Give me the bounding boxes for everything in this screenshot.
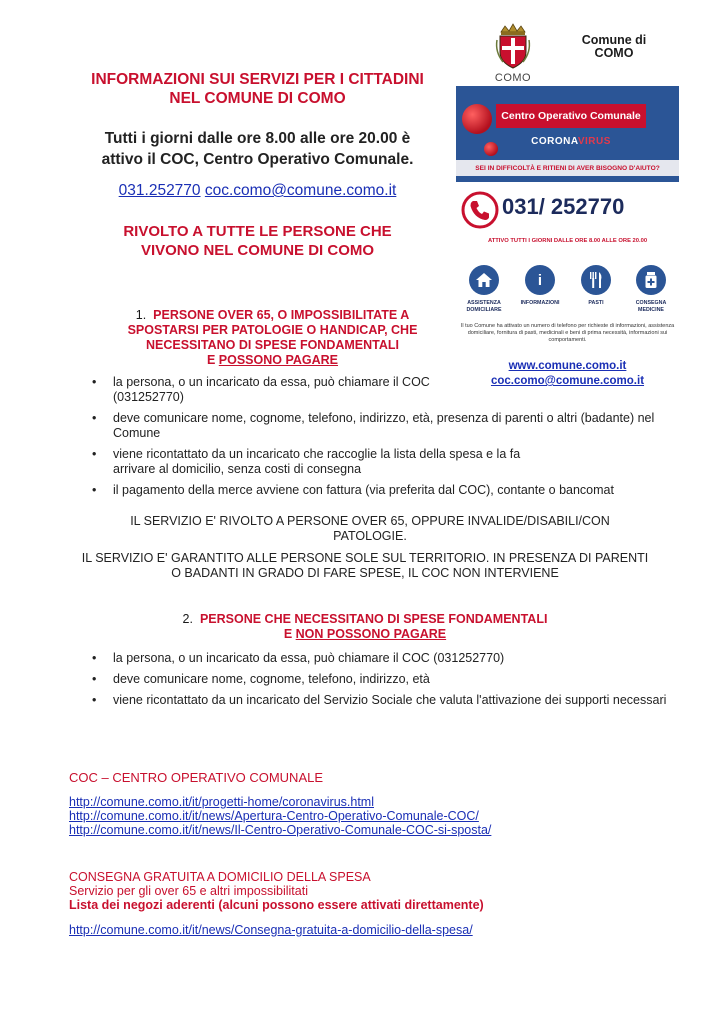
poster-website-link[interactable]: www.comune.como.it xyxy=(508,360,627,372)
subtitle-line-1: Tutti i giorni dalle ore 8.00 alle ore 20.00 è xyxy=(104,130,411,147)
service-medicine xyxy=(623,265,679,314)
list-item: • deve comunicare nome, cognome, telefono, indirizzo, età, presenza di parenti o altri (badante) nel Comune xyxy=(88,411,668,441)
section2-heading-underlined: NON POSSONO PAGARE xyxy=(295,627,447,641)
audience-heading xyxy=(60,223,455,260)
coc-links-heading: COC – CENTRO OPERATIVO COMUNALE xyxy=(69,770,324,785)
coc-link-coronavirus[interactable]: http://comune.como.it/it/progetti-home/coronavirus.html xyxy=(69,795,374,809)
delivery-links xyxy=(69,923,473,937)
title-line-2: NEL COMUNE DI COMO xyxy=(169,90,346,107)
list-item: • viene ricontattato da un incaricato che raccoglie la lista della spesa e la fa arrivare al domicilio, senza costi di consegna xyxy=(88,447,558,477)
delivery-shops-line: Lista dei negozi aderenti (alcuni possono essere attivati direttamente) xyxy=(69,898,484,912)
phone-link[interactable]: 031.252770 xyxy=(118,182,201,199)
section2-number: 2. xyxy=(182,612,193,626)
section1-heading xyxy=(110,308,435,368)
coc-link-apertura[interactable]: http://comune.como.it/it/news/Apertura-Centro-Operativo-Comunale-COC/ xyxy=(69,809,479,823)
poster-hours: ATTIVO TUTTI I GIORNI DALLE ORE 8.00 ALLE ORE 20.00 xyxy=(487,238,648,244)
section1-heading-line-3: NECESSITANO DI SPESE FONDAMENTALI xyxy=(145,338,400,352)
section1-note-1: IL SERVIZIO E' RIVOLTO A PERSONE OVER 65, OPPURE INVALIDE/DISABILI/CON PATOLOGIE. xyxy=(130,514,610,543)
coc-label: Centro Operativo Comunale xyxy=(496,104,646,128)
cutlery-icon xyxy=(581,265,611,295)
comune-logo-text xyxy=(544,34,684,60)
section2-heading-line-2 xyxy=(160,627,570,642)
house-icon xyxy=(469,265,499,295)
section1-heading-underlined: POSSONO PAGARE xyxy=(218,353,339,367)
corona-prefix: CORONA xyxy=(531,136,578,147)
service-label: ASSISTENZA xyxy=(467,300,501,306)
service-label: CONSEGNA xyxy=(635,300,667,306)
poster-note: Il tuo Comune ha attivato un numero di telefono per richieste di informazioni, assistenza domiciliare, fornitura di pasti, medicinali e beni di prima necessità, informazioni sui comportamenti. xyxy=(460,323,675,343)
section2-heading xyxy=(160,612,570,642)
phone-icon xyxy=(460,190,500,230)
section2-heading-prefix: E xyxy=(283,627,296,641)
corona-suffix: VIRUS xyxy=(577,136,611,147)
section1-heading-line-4 xyxy=(110,353,435,368)
service-pasti xyxy=(568,265,624,307)
service-label: PASTI xyxy=(588,300,604,306)
hours-subtitle xyxy=(60,128,455,170)
section1-heading-line-1 xyxy=(110,308,435,323)
poster-phone-number: 031/ 252770 xyxy=(502,194,625,219)
poster-services xyxy=(456,265,679,323)
audience-line-2: VIVONO NEL COMUNE DI COMO xyxy=(140,241,375,259)
corona-label xyxy=(496,136,646,147)
list-item: • il pagamento della merce avviene con fattura (via preferita dal COC), contante o bancomat xyxy=(88,483,678,498)
title-line-1: INFORMAZIONI SUI SERVIZI PER I CITTADINI xyxy=(91,71,424,88)
poster-web xyxy=(456,359,679,389)
coc-link-sposta[interactable]: http://comune.como.it/it/news/Il-Centro-Operativo-Comunale-COC-si-sposta/ xyxy=(69,823,492,837)
section1-heading-line-2: SPOSTARSI PER PATOLOGIE O HANDICAP, CHE xyxy=(127,323,418,337)
service-label-2: DOMICILIARE xyxy=(466,307,502,313)
subtitle-line-2: attivo il COC, Centro Operativo Comunale. xyxy=(101,151,414,168)
service-informazioni xyxy=(512,265,568,307)
section2-heading-line-1 xyxy=(160,612,570,627)
info-icon: i xyxy=(525,265,555,295)
contacts-line xyxy=(60,182,455,200)
list-item: • la persona, o un incaricato da essa, può chiamare il COC (031252770) xyxy=(88,375,448,405)
audience-line-1: RIVOLTO A TUTTE LE PERSONE CHE xyxy=(123,223,392,240)
list-item: • deve comunicare nome, cognome, telefono, indirizzo, età xyxy=(88,672,668,687)
delivery-link[interactable]: http://comune.como.it/it/news/Consegna-gratuita-a-domicilio-della-spesa/ xyxy=(69,923,473,937)
coc-banner xyxy=(456,86,679,182)
coc-links xyxy=(69,795,491,837)
service-label: INFORMAZIONI xyxy=(520,300,560,306)
section1-number: 1. xyxy=(135,308,147,322)
logo-line-1: Comune di xyxy=(581,33,647,47)
email-link[interactable]: coc.como@comune.como.it xyxy=(204,182,397,199)
poster-email-link[interactable]: coc.como@comune.como.it xyxy=(490,375,645,387)
logo-line-2: COMO xyxy=(594,46,634,60)
delivery-subheading: Servizio per gli over 65 e altri impossibilitati xyxy=(69,884,308,898)
como-crest-icon xyxy=(493,22,533,74)
virus-icon xyxy=(462,104,492,134)
list-item: • la persona, o un incaricato da essa, può chiamare il COC (031252770) xyxy=(88,651,668,666)
service-assistenza xyxy=(456,265,512,314)
section1-heading-prefix: E xyxy=(206,353,219,367)
section2-heading-text-1: PERSONE CHE NECESSITANO DI SPESE FONDAMENTALI xyxy=(199,612,548,626)
delivery-block xyxy=(69,870,484,912)
medicine-icon xyxy=(636,265,666,295)
section1-heading-text-1: PERSONE OVER 65, O IMPOSSIBILITATE A xyxy=(153,308,410,322)
page-title xyxy=(60,70,455,108)
service-label-2: MEDICINE xyxy=(638,307,664,313)
list-item: • viene ricontattato da un incaricato del Servizio Sociale che valuta l'attivazione dei supporti necessari xyxy=(88,693,668,708)
crest-caption: COMO xyxy=(494,72,532,84)
delivery-heading: CONSEGNA GRATUITA A DOMICILIO DELLA SPESA xyxy=(69,870,371,884)
difficulty-strip: SEI IN DIFFICOLTÀ E RITIENI DI AVER BISOGNO D'AIUTO? xyxy=(456,160,679,176)
section1-note-2: IL SERVIZIO E' GARANTITO ALLE PERSONE SOLE SUL TERRITORIO. IN PRESENZA DI PARENTI O BADANTI IN GRADO DI FARE SPESE, IL COC NON INTERVIENE xyxy=(81,551,649,580)
